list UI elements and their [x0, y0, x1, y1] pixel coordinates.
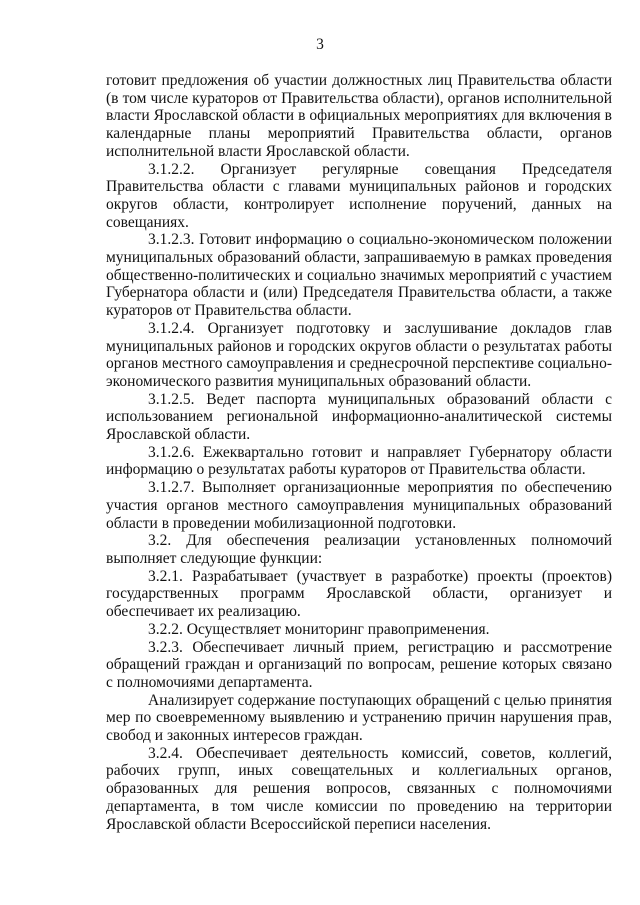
paragraph-3-1-2-2: 3.1.2.2. Организует регулярные совещания Председателя Правительства области с главами муниципальных районов и городских округов области, контролирует исполнение поручений, данных на совещаниях. — [106, 160, 612, 231]
paragraph-3-2-3: 3.2.3. Обеспечивает личный прием, регистрацию и рассмотрение обращений граждан и организаций по вопросам, решение которых связано с полномочиями департамента. — [106, 638, 612, 691]
paragraph-3-1-2-7: 3.1.2.7. Выполняет организационные мероприятия по обеспечению участия органов местного самоуправления муниципальных образований области в проведении мобилизационной подготовки. — [106, 479, 612, 532]
paragraph-3-2: 3.2. Для обеспечения реализации установленных полномочий выполняет следующие функции: — [106, 532, 612, 567]
document-body — [106, 72, 612, 833]
paragraph-3-2-1: 3.2.1. Разрабатывает (участвует в разработке) проекты (проектов) государственных программ Ярославской области, организует и обеспечивает их реализацию. — [106, 567, 612, 621]
paragraph-3-2-4: 3.2.4. Обеспечивает деятельность комиссий, советов, коллегий, рабочих групп, иных совещательных и коллегиальных органов, образованных для решения вопросов, связанных с полномочиями департамента, в том числе комиссии по проведению на территории Ярославской области Всероссийской переписи населения. — [106, 744, 612, 833]
paragraph-3-2-2: 3.2.2. Осуществляет мониторинг правоприменения. — [148, 620, 490, 638]
page-number: 3 — [316, 36, 324, 53]
paragraph-3-1-2-5: 3.1.2.5. Ведет паспорта муниципальных образований области с использованием региональной информационно-аналитической системы Ярославской области. — [106, 390, 612, 444]
paragraph-3-2-3-continued: Анализирует содержание поступающих обращений с целью принятия мер по своевременному выявлению и устранению причин нарушения прав, свобод и законных интересов граждан. — [106, 691, 612, 745]
paragraph-3-1-2-4: 3.1.2.4. Организует подготовку и заслушивание докладов глав муниципальных районов и городских округов области о результатах работы органов местного самоуправления и среднесрочной перспективе социально-экономического развития муниципальных образований области. — [106, 319, 612, 390]
paragraph-continuation: готовит предложения об участии должностных лиц Правительства области (в том числе кураторов от Правительства области), органов исполнительной власти Ярославской области в официальных мероприятиях для включения в календарные планы мероприятий Правительства области, органов исполнительной власти Ярославской области. — [106, 72, 612, 160]
paragraph-3-1-2-6: 3.1.2.6. Ежеквартально готовит и направляет Губернатору области информацию о результатах работы кураторов от Правительства области. — [106, 443, 612, 479]
paragraph-3-1-2-3: 3.1.2.3. Готовит информацию о социально-экономическом положении муниципальных образований области, запрашиваемую в рамках проведения общественно-политических и социально значимых мероприятий с участием Губернатора области и (или) Председателя Правительства области, а также кураторов от Правительства области. — [106, 231, 612, 320]
